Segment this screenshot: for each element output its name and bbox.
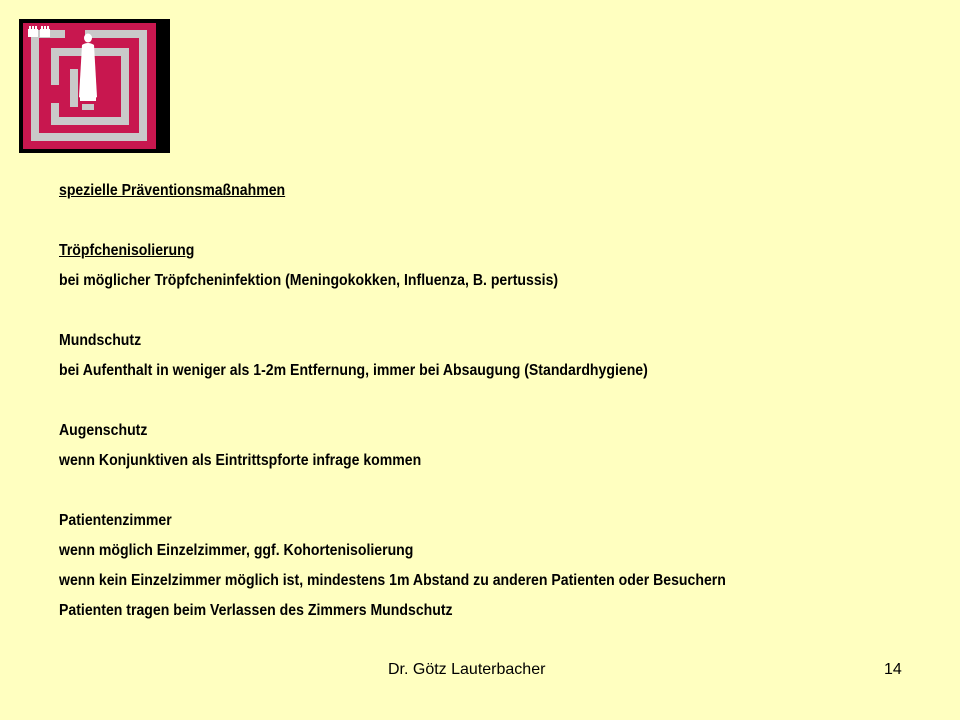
section-text-mask: bei Aufenthalt in weniger als 1-2m Entfernung, immer bei Absaugung (Standardhygiene) [59, 362, 648, 379]
section-title-droplet: Tröpfchenisolierung [59, 242, 195, 259]
section-title-eye: Augenschutz [59, 422, 148, 439]
spacer [59, 206, 939, 236]
section-text-eye: wenn Konjunktiven als Eintrittspforte infrage kommen [59, 452, 422, 469]
page-number: 14 [884, 661, 902, 678]
spacer [59, 476, 939, 506]
section-text-room-2: wenn kein Einzelzimmer möglich ist, mindestens 1m Abstand zu anderen Patienten oder Besuchern [59, 572, 726, 589]
maze-figure-logo-icon [19, 19, 170, 153]
section-text-room-1: wenn möglich Einzelzimmer, ggf. Kohortenisolierung [59, 542, 414, 559]
section-text-droplet: bei möglicher Tröpfcheninfektion (Meningokokken, Influenza, B. pertussis) [59, 272, 559, 289]
spacer [59, 296, 939, 326]
slide-content [59, 176, 939, 626]
section-title-mask: Mundschutz [59, 332, 142, 349]
footer-author: Dr. Götz Lauterbacher [388, 661, 546, 678]
section-title-room: Patientenzimmer [59, 512, 172, 529]
section-text-room-3: Patienten tragen beim Verlassen des Zimmers Mundschutz [59, 602, 453, 619]
spacer [59, 386, 939, 416]
slide-heading: spezielle Präventionsmaßnahmen [59, 182, 286, 199]
